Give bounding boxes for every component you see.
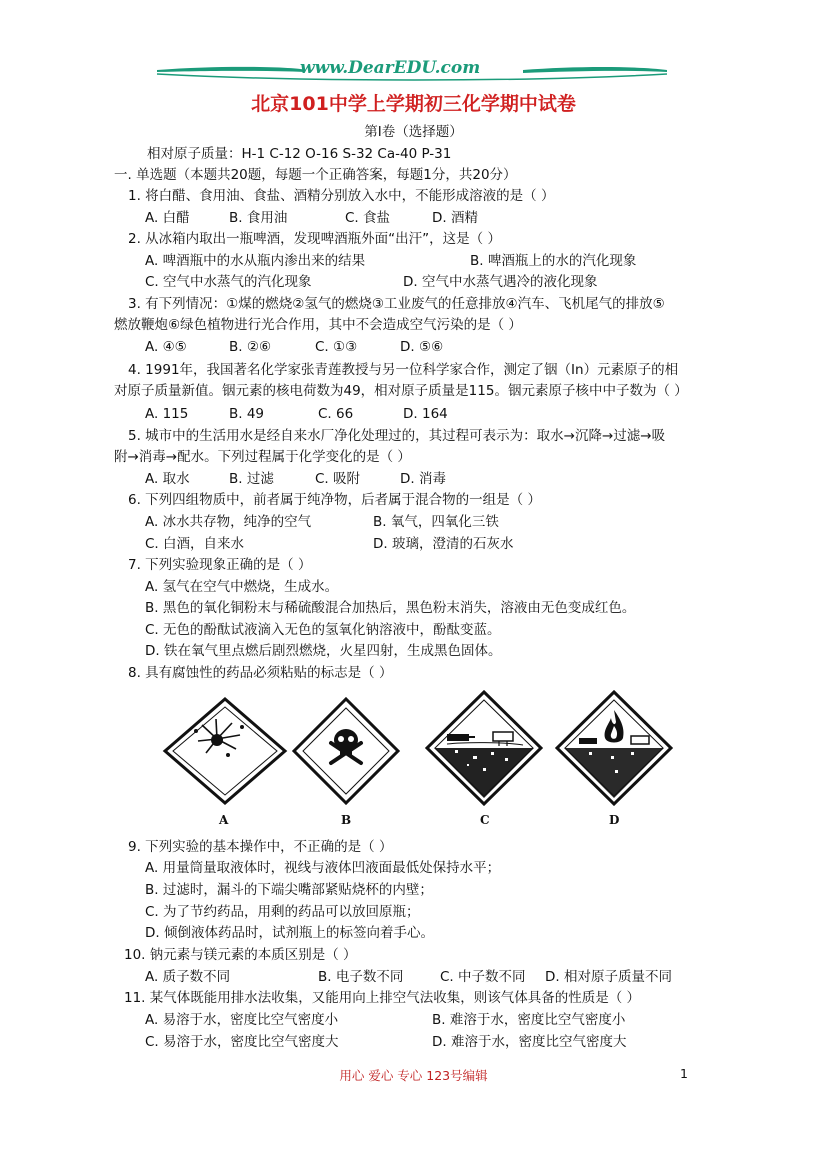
q3-stem-line1: 3. 有下列情况：①煤的燃烧②氢气的燃烧③工业废气的任意排放④汽车、飞机尾气的排放⑤ [128,296,665,312]
q5-option-a: A. 取水 [145,471,190,487]
q7-option-a: A. 氢气在空气中燃烧，生成水。 [145,579,339,595]
q1-option-c: C. 食盐 [345,210,391,226]
q6-option-c: C. 白酒，自来水 [145,536,245,552]
q9-option-b: B. 过滤时，漏斗的下端尖嘴部紧贴烧杯的内壁； [145,882,433,898]
q6-stem: 6. 下列四组物质中，前者属于纯净物，后者属于混合物的一组是（ ） [128,492,541,508]
q7-option-b: B. 黑色的氧化铜粉末与稀硫酸混合加热后，黑色粉末消失，溶液由无色变成红色。 [145,600,636,616]
q2-option-b: B. 啤酒瓶上的水的汽化现象 [470,253,637,269]
q3-option-b: B. ②⑥ [229,339,272,355]
q2-option-a: A. 啤酒瓶中的水从瓶内渗出来的结果 [145,253,366,269]
atomic-masses: 相对原子质量：H-1 C-12 O-16 S-32 Ca-40 P-31 [147,146,452,162]
q4-stem-line2: 对原子质量新值。铟元素的核电荷数为49，相对原子质量是115。铟元素原子核中中子数为（ ） [114,383,688,399]
q3-option-a: A. ④⑤ [145,339,187,355]
toxic-skull-sign-icon [291,697,401,805]
q5-option-d: D. 消毒 [400,471,446,487]
footer-text: 用心 爱心 专心 123号编辑 [339,1068,488,1083]
sign-label-a: A [219,813,229,827]
q1-stem: 1. 将白醋、食用油、食盐、酒精分别放入水中，不能形成溶液的是（ ） [128,188,555,204]
q5-option-b: B. 过滤 [229,471,274,487]
page-number: 1 [680,1066,688,1081]
q4-option-a: A. 115 [145,406,189,422]
q7-option-d: D. 铁在氧气里点燃后剧烈燃烧，火星四射，生成黑色固体。 [145,643,502,659]
q1-option-a: A. 白醋 [145,210,190,226]
q10-option-d: D. 相对原子质量不同 [545,969,672,985]
flammable-sign-icon [555,690,673,806]
sign-label-b: B [341,813,352,827]
q5-stem-line1: 5. 城市中的生活用水是经自来水厂净化处理过的，其过程可表示为：取水→沉降→过滤→吸 [128,428,666,444]
q4-stem-line1: 4. 1991年，我国著名化学家张青莲教授与另一位科学家合作，测定了铟（In）元素原子的相 [128,362,679,378]
section-heading: 一. 单选题（本题共20题，每题一个正确答案，每题1分，共20分） [114,167,517,183]
q9-option-c: C. 为了节约药品，用剩的药品可以放回原瓶； [145,904,420,920]
q2-stem: 2. 从冰箱内取出一瓶啤酒，发现啤酒瓶外面“出汗”，这是（ ） [128,231,501,247]
q7-stem: 7. 下列实验现象正确的是（ ） [128,557,312,573]
corrosive-sign-icon [425,690,543,806]
q2-option-c: C. 空气中水蒸气的汽化现象 [145,274,312,290]
q4-option-d: D. 164 [403,406,448,422]
q10-stem: 10. 钠元素与镁元素的本质区别是（ ） [124,947,357,963]
page-title: 北京101中学上学期初三化学期中试卷 [251,93,576,115]
part-title: 第I卷（选择题） [364,124,463,140]
q11-option-d: D. 难溶于水，密度比空气密度大 [432,1034,627,1050]
explosive-sign-icon [162,697,288,805]
q3-option-c: C. ①③ [315,339,358,355]
q4-option-c: C. 66 [318,406,354,422]
q1-option-d: D. 酒精 [432,210,478,226]
q3-stem-line2: 燃放鞭炮⑥绿色植物进行光合作用，其中不会造成空气污染的是（ ） [114,317,522,333]
sign-label-d: D [609,813,620,827]
q10-option-c: C. 中子数不同 [440,969,526,985]
q9-option-a: A. 用量筒量取液体时，视线与液体凹液面最低处保持水平； [145,860,501,876]
q4-option-b: B. 49 [229,406,265,422]
q11-option-c: C. 易溶于水，密度比空气密度大 [145,1034,339,1050]
q8-stem: 8. 具有腐蚀性的药品必须粘贴的标志是（ ） [128,665,393,681]
q9-option-d: D. 倾倒液体药品时，试剂瓶上的标签向着手心。 [145,925,434,941]
q6-option-a: A. 冰水共存物，纯净的空气 [145,514,312,530]
q6-option-d: D. 玻璃，澄清的石灰水 [373,536,514,552]
q10-option-b: B. 电子数不同 [318,969,404,985]
q1-option-b: B. 食用油 [229,210,288,226]
q10-option-a: A. 质子数不同 [145,969,231,985]
q11-stem: 11. 某气体既能用排水法收集，又能用向上排空气法收集，则该气体具备的性质是（ ） [124,990,641,1006]
q5-option-c: C. 吸附 [315,471,361,487]
q6-option-b: B. 氧气，四氧化三铁 [373,514,499,530]
q5-stem-line2: 附→消毒→配水。下列过程属于化学变化的是（ ） [114,449,411,465]
q2-option-d: D. 空气中水蒸气遇冷的液化现象 [403,274,598,290]
q11-option-b: B. 难溶于水，密度比空气密度小 [432,1012,626,1028]
q11-option-a: A. 易溶于水，密度比空气密度小 [145,1012,339,1028]
q9-stem: 9. 下列实验的基本操作中，不正确的是（ ） [128,839,393,855]
q7-option-c: C. 无色的酚酞试液滴入无色的氢氧化钠溶液中，酚酞变蓝。 [145,622,501,638]
site-url[interactable]: www.DearEDU.com [300,58,481,78]
sign-label-c: C [480,813,490,827]
q3-option-d: D. ⑤⑥ [400,339,444,355]
